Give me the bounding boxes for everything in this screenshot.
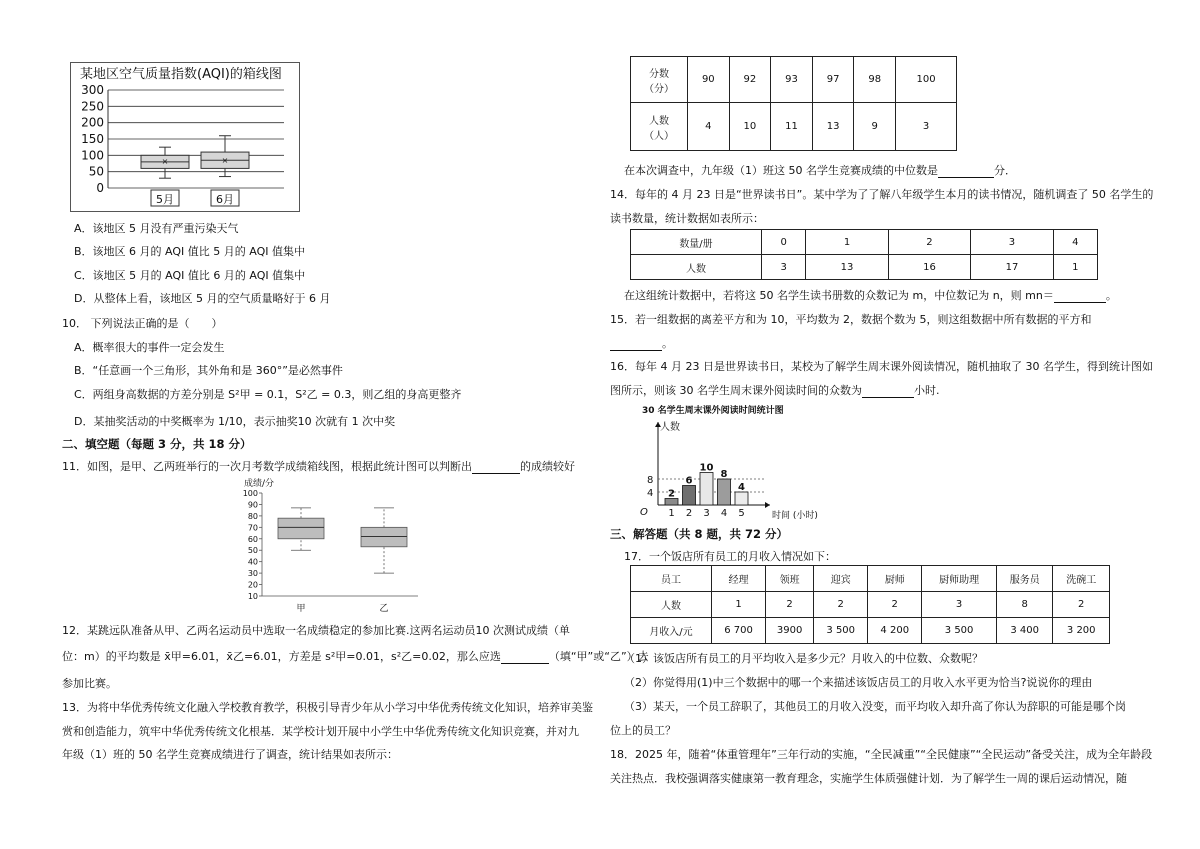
staff-header: 迎宾 [814,566,868,592]
q10-stem: 10． 下列说法正确的是（ ） [62,317,223,330]
q13-answer-blank[interactable] [938,177,994,178]
staff-cell: 2 [814,592,868,618]
q12-line2-tail: （填“甲”或“乙”）去 [548,650,649,663]
bar-chart-origin: O [640,507,648,518]
q9-option-c: C．该地区 5 月的 AQI 值比 6 月的 AQI 值集中 [74,269,306,282]
q14-line1: 14．每年的 4 月 23 日是“世界读书日”。某中学为了了解八年级学生本月的读书情况，随机调查了 50 名学生的 [610,188,1154,201]
score-box [361,527,407,546]
q15-line2-end: 。 [662,337,673,350]
q10-option-b: B．“任意画一个三角形，其外角和是 360°”是必然事件 [74,364,343,377]
score-chart-ylabel: 成绩/分 [244,479,275,489]
q17-stem: 17．一个饭店所有员工的月收入情况如下： [624,550,836,563]
staff-cell: 3 500 [922,618,997,644]
q14-line2: 读书数量，统计数据如表所示： [610,212,764,225]
aqi-y-tick: 300 [81,83,104,97]
bar-y-tick: 8 [647,475,654,486]
bar-chart-title: 30 名学生周末课外阅读时间统计图 [642,406,784,416]
q13-tail-unit: 分． [994,164,1016,177]
q15-answer-blank[interactable] [610,350,662,351]
q13-line2: 赏和创造能力，筑牢中华优秀传统文化根基．某学校计划开展中小学生中华优秀传统文化知识竞赛，并对九 [62,725,579,738]
q14-tail-end: 。 [1105,289,1117,302]
aqi-y-tick: 100 [81,148,104,163]
bar-y-tick: 4 [647,488,654,499]
section2-title: 二、填空题（每题 3 分，共 18 分） [62,437,252,451]
count-cell: 3 [896,103,957,151]
score-table [630,56,957,151]
aqi-x-label: 5月 [156,193,174,206]
staff-cell: 月收入/元 [631,618,712,644]
aqi-y-tick: 200 [81,115,104,130]
bar-chart-ylabel: 人数 [660,422,680,433]
score-cell: 92 [729,57,771,103]
score-y-tick: 100 [242,489,258,498]
count-cell: 4 [688,103,730,151]
score-y-tick: 80 [247,511,258,521]
bar-x-tick: 1 [668,508,675,519]
score-box [278,518,324,539]
q17-sub3-line2: 位上的员工？ [610,724,676,737]
score-y-tick: 70 [247,523,258,533]
book-count-cell: 17 [971,255,1053,280]
staff-cell: 1 [712,592,766,618]
staff-cell: 3900 [766,618,814,644]
q16-line2-tail: 小时. [914,384,940,397]
score-y-tick: 40 [247,557,258,567]
bar-value-label: 2 [668,488,675,500]
staff-header: 服务员 [996,566,1052,592]
score-x-label: 乙 [379,604,389,614]
section3-title: 三、解答题（共 8 题，共 72 分） [610,527,789,541]
bar-value-label: 4 [738,482,745,493]
book-count-cell: 1 [1053,255,1097,280]
q10-option-a: A．概率很大的事件一定会发生 [74,341,225,354]
score-cell: 98 [854,57,896,103]
staff-cell: 3 200 [1053,618,1110,644]
aqi-y-tick: 0 [96,181,104,195]
bar-value-label: 8 [720,469,728,480]
book-value-cell: 2 [888,230,970,255]
q11-answer-blank[interactable] [472,473,520,474]
bar [683,486,696,506]
book-table [630,229,1098,280]
count-cell: 11 [771,103,813,151]
book-count-head: 人数 [631,255,762,280]
q18-line2: 关注热点．我校强调落实健康第一教育理念，实施学生体质强健计划．为了解学生一周的课后运动情况，随 [610,772,1127,785]
staff-table [630,565,1110,644]
q12-line2 [62,648,649,664]
q16-answer-blank[interactable] [862,397,914,398]
bar [718,479,731,505]
score-x-label: 甲 [296,604,306,614]
q9-option-b: B．该地区 6 月的 AQI 值比 5 月的 AQI 值集中 [74,245,305,258]
q15-line2 [610,335,673,351]
book-value-cell: 1 [806,230,888,255]
bar-x-tick: 5 [738,508,745,519]
aqi-mean-marker: × [221,156,229,166]
staff-cell: 人数 [631,592,712,618]
q14-tail [624,287,1117,303]
score-y-tick: 90 [247,500,258,510]
score-cell: 90 [688,57,730,103]
q18-line1: 18．2025 年，随着“体重管理年”三年行动的实施，“全民减重”“全民健康”“全民运动”备受关注，成为全年龄段 [610,748,1153,761]
bar [735,492,748,505]
count-cell: 10 [729,103,771,151]
staff-cell: 3 500 [814,618,868,644]
q10-option-d: D．某抽奖活动的中奖概率为 1/10，表示抽奖10 次就有 1 次中奖 [74,415,396,428]
q11-stem-text: 11．如图，是甲、乙两班举行的一次月考数学成绩箱线图，根据此统计图可以判断出 [62,460,472,473]
count-table-head: 人数 （人） [631,103,688,151]
book-count-cell: 13 [806,255,888,280]
bar-value-label: 6 [685,475,693,487]
staff-header: 洗碗工 [1053,566,1110,592]
q9-option-a: A．该地区 5 月没有严重污染天气 [74,222,239,235]
q13-line3: 年级（1）班的 50 名学生竞赛成绩进行了调查，统计结果如表所示： [62,748,398,761]
q14-tail-text: 在这组统计数据中，若将这 50 名学生读书册数的众数记为 m，中位数记为 n，则 mn＝ [624,289,1054,302]
q15-line1: 15．若一组数据的离差平方和为 10，平均数为 2，数据个数为 5，则这组数据中所有数据的平方和 [610,313,1092,326]
staff-cell: 3 [922,592,997,618]
q12-line1: 12．某跳远队准备从甲、乙两名运动员中选取一名成绩稳定的参加比赛.这两名运动员10 次测试成绩（单 [62,624,570,637]
bar [700,473,713,506]
staff-cell: 3 400 [996,618,1052,644]
q17-sub3-line1: （3）某天，一个员工辞职了，其他员工的月收入没变，而平均收入却升高了你认为辞职的可能是哪个岗 [624,700,1126,713]
staff-header: 领班 [766,566,814,592]
aqi-y-tick: 150 [81,132,104,146]
q11-stem-tail: 的成绩较好 [520,460,575,473]
staff-header: 厨师 [868,566,922,592]
reading-bar-chart [620,402,830,522]
bar-x-arrow [765,502,770,508]
staff-cell: 2 [766,592,814,618]
q12-line2-text: 位：m）的平均数是 x̄甲=6.01，x̄乙=6.01，方差是 s²甲=0.01，s²乙=0.02，那么应选 [62,650,501,663]
staff-cell: 6 700 [712,618,766,644]
book-table-head: 数量/册 [631,230,762,255]
score-table-head: 分数 （分） [631,57,688,103]
bar-x-tick: 4 [720,508,728,519]
q17-sub1: （1）该饭店所有员工的月平均收入是多少元？月收入的中位数、众数呢？ [624,652,983,665]
q16-line2-text: 图所示，则该 30 名学生周末课外阅读时间的众数为 [610,384,862,397]
score-cell: 93 [771,57,813,103]
count-cell: 13 [812,103,854,151]
q12-line3: 参加比赛。 [62,677,117,690]
q13-tail [624,162,1016,178]
score-y-tick: 60 [247,534,258,544]
score-y-tick: 50 [247,546,258,556]
q10-option-c: C．两组身高数据的方差分别是 S²甲 = 0.1，S²乙 = 0.3，则乙组的身高更整齐 [74,388,462,401]
score-cell: 97 [812,57,854,103]
aqi-y-tick: 250 [81,99,104,114]
count-cell: 9 [854,103,896,151]
score-y-tick: 20 [247,580,258,590]
score-cell: 100 [896,57,957,103]
book-value-cell: 4 [1053,230,1097,255]
staff-income-row [631,618,1110,644]
staff-header-row [631,566,1110,592]
aqi-mean-marker: × [161,156,169,166]
staff-cell: 2 [868,592,922,618]
staff-cell: 4 200 [868,618,922,644]
score-boxplot [240,477,420,617]
staff-header: 经理 [712,566,766,592]
bar-chart-xlabel: 时间 (小时) [772,511,818,521]
book-count-cell: 16 [888,255,970,280]
q16-line2 [610,382,940,398]
q17-sub2: （2）你觉得用(1)中三个数据中的哪一个来描述该饭店员工的月收入水平更为恰当?说说你的理由 [624,676,1093,689]
score-y-tick: 10 [247,592,258,601]
bar-x-tick: 2 [685,508,693,519]
book-count-cell: 3 [762,255,806,280]
q11-stem [62,458,575,474]
aqi-y-tick: 50 [88,164,104,179]
q13-line1: 13．为将中华优秀传统文化融入学校教育教学，积极引导青少年从小学习中华优秀传统文化知识，培养审美鉴 [62,701,593,714]
aqi-boxplot [70,62,300,212]
q14-answer-blank[interactable] [1054,302,1106,303]
q9-option-d: D．从整体上看，该地区 5 月的空气质量略好于 6 月 [74,292,331,305]
aqi-x-label: 6月 [216,193,234,206]
book-value-cell: 0 [762,230,806,255]
q16-line1: 16．每年 4 月 23 日是世界读书日，某校为了解学生周末课外阅读情况，随机抽取了 30 名学生，得到统计图如 [610,360,1153,373]
staff-header: 厨师助理 [922,566,997,592]
staff-cell: 2 [1053,592,1110,618]
staff-header: 员工 [631,566,712,592]
book-value-cell: 3 [971,230,1053,255]
bar-value-label: 10 [699,462,714,474]
score-y-tick: 30 [247,569,258,579]
q12-answer-blank[interactable] [501,663,549,664]
aqi-chart-title: 某地区空气质量指数(AQI)的箱线图 [80,67,282,82]
staff-cell: 8 [996,592,1052,618]
right-column [600,0,1200,849]
bar-x-tick: 3 [703,508,710,519]
q13-tail-text: 在本次调查中，九年级（1）班这 50 名学生竞赛成绩的中位数是 [624,164,938,177]
staff-count-row [631,592,1110,618]
